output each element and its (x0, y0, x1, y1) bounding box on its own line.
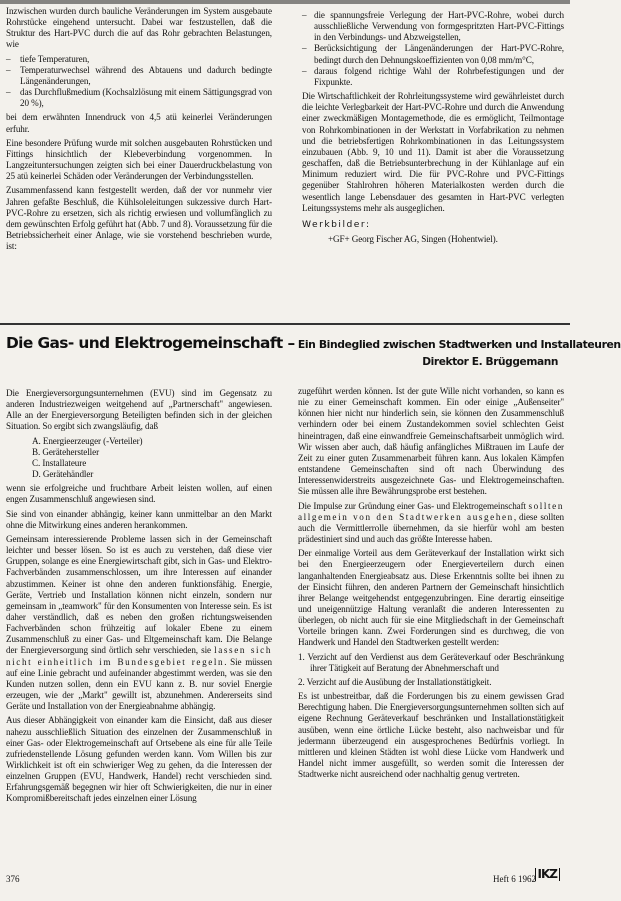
participant-list (6, 436, 272, 481)
previous-article-right-column (302, 10, 564, 245)
article-right-column (298, 386, 564, 783)
list-item: – die spannungsfreie Verlegung der Hart-PVC-Rohre, wobei durch ausschließliche Verwendung von formgespritzten Hart-PVC-Fittings in den Verbindungs- und Abzweigstellen, (302, 10, 564, 43)
paragraph: wenn sie erfolgreiche und fruchtbare Arbeit leisten wollen, auf einen engen Zusammenschluß angewiesen sind. (6, 483, 272, 505)
list-item: – Temperaturwechsel während des Abtauens und dadurch bedingte Längenänderungen, (6, 65, 272, 87)
top-edge-shadow (0, 0, 570, 4)
paragraph: Der einmalige Vorteil aus dem Geräteverkauf der Installation wirkt sich bei den Energieerzeugern oder Energieverteilern durch einen langanhaltenden Energieabsatz aus. Diese Erkenntnis sollte bei ihnen zu der Einsicht führen, den anderen Partnern der Gemeinschaft hinsichtlich ihrer Belange weitgehendst entgegenzubringen. Eine derartig einseitige und uneigennützige Haltung veranlaßt die anderen Interessenten zu überlegen, ob nicht auch für sie eine Mitgliedschaft in der Gemeinschaft Vorteile bringen kann. Zwei Forderungen sind es durchweg, die von Handwerk und Handel den Stadtwerken gestellt werden: (298, 548, 564, 648)
paragraph (6, 534, 272, 713)
text-span: . Sie müssen auf eine Linie gebracht und aufeinander abgestimmt werden, was sie den Kunden nutzen sollen, denn ein EVU kann z. B. nur soviel Energie erzeugen, wie der „Markt" gewillt ist, abzunehmen. Andererseits sind Geräte und Installation von der Energieabnahme abhängig. (6, 656, 272, 712)
article-left-column (6, 388, 272, 808)
article-subtitle: Ein Bindeglied zwischen Stadtwerken und Installateuren (294, 338, 621, 351)
numbered-item: 2. Verzicht auf die Ausübung der Installationstätigkeit. (298, 676, 492, 687)
article-title (6, 334, 621, 352)
paragraph: Sie sind von einander abhängig, keiner kann unmittelbar an den Markt ohne die Mitwirkung eines anderen herankommen. (6, 508, 272, 530)
paragraph: Die Energieversorgungsunternehmen (EVU) sind im Gegensatz zu anderen Industriezweigen weitgehend auf „Partnerschaft" angewiesen. Alle an der Energieversorgung Beteiligten befinden sich in der gleichen Situation. So ergibt sich zwangsläufig, daß (6, 388, 272, 432)
paragraph: zugeführt werden können. Ist der gute Wille nicht vorhanden, so kann es nie zu einer Gemeinschaft kommen. Ein oder einige „Außenseiter" können hier nicht nur hinderlich sein, sie können den Zusammenschluß verhindern oder bei einem Zustandekommen soviel schlechten Geist hineintragen, daß eine einwandfreie Gemeinschaftsarbeit unmöglich wird. Wir wissen aber auch, daß häufig anfängliches Mißtrauen im Laufe der Zeit zu einer guten Zusammenarbeit führen kann. Aus lokalen Kämpfen entstandene Gemeinschaften sind oft nach Überwindung des Interessenwiderstreits ausgezeichnete Gas- und Elektrogemeinschaften. Sie müssen alle ihre Bewährungsprobe erst bestehen. (298, 386, 564, 497)
numbered-item: 1. Verzicht auf den Verdienst aus dem Geräteverkauf oder Beschränkung ihrer Tätigkeit auf Beratung der Abnehmerschaft und (298, 651, 564, 673)
paragraph: Inzwischen wurden durch bauliche Veränderungen im System ausgebaute Rohrstücke eingehend untersucht. Dabei war festzustellen, daß die Struktur des Hart-PVC durch die auf das Rohr gebrachten Belastungen, wie (6, 6, 272, 50)
paragraph: Es ist unbestreitbar, daß die Forderungen bis zu einem gewissen Grad Berechtigung haben. Die Energieversorgungsunternehmen sollten sich auf eigene Rechnung Geräteverkauf beschränken und Installationstätigkeit ausüben, wenn eine örtliche Lücke besteht, also nachweisbar und für jedermann überzeugend ein ausgesprochenes Bedürfnis vorliegt. In mittleren und kleinen Städten ist wohl diese Lücke vom Handwerk und Handel nicht immer ausgefüllt, so werden somit die Interessen der Stadtwerke nicht ausreichend oder nachhaltig genug vertreten. (298, 691, 564, 780)
image-credits-label: Werkbilder: (302, 219, 371, 230)
paragraph: Zusammenfassend kann festgestellt werden, daß der vor nunmehr vier Jahren gefaßte Beschluß, die Kühlsoleleitungen sukzessive durch Hart-PVC-Rohre zu ersetzen, sich als richtig erwiesen und vollumfänglich zu dem gewünschten Erfolg geführt hat (Abb. 7 und 8). Voraussetzung für die Betriebssicherheit einer Anlage, wie sie vorstehend beschrieben wurde, ist: (6, 185, 272, 252)
list-item: D. Gerätehändler (32, 469, 94, 480)
text-span: Gemeinsam interessierende Probleme lassen sich in der Gemeinschaft leichter und besser lösen. So ist es auch zu verstehen, daß diese vier Gruppen, solange es eine Energiewirtschaft gibt, sich in Gas- und Elektro-Fachverbänden zusammenschlossen, um ihre Interessen auf einander abzustimmen. Keiner ist ohne den anderen funktionsfähig. Energie, Geräte, Vertrieb und Installation können nicht einzeln, sondern nur gemeinsam in „teamwork" für den Konsumenten von Interesse sein. Es ist daher verständlich, daß es neben den großen richtungsweisenden Fachverbänden schon frühzeitig auf lokaler Ebene zu einem Zusammenschluß zu einer Gas- und Eltgemeinschaft kam. Die Belange der Energieversorgung sind örtlich sehr verschieden, sie (6, 533, 272, 656)
list-item: – daraus folgend richtige Wahl der Rohrbefestigungen und der Fixpunkte. (302, 66, 564, 88)
list-item: – tiefe Temperaturen, (6, 54, 272, 65)
issue-info: Heft 6 1962 (493, 874, 536, 884)
list-item: – das Durchflußmedium (Kochsalzlösung mit einem Sättigungsgrad von 20 %), (6, 87, 272, 109)
text-span: Die Impulse zur Gründung einer Gas- und Elektrogemeinschaft (298, 500, 529, 511)
emphasized-text: sollten allgemein von den Stadtwerken ausgehen (298, 500, 564, 522)
bullet-list (6, 54, 272, 110)
article-divider (0, 323, 570, 325)
article-title-main: Die Gas- und Elektrogemeinschaft – (6, 334, 295, 352)
list-item: A. Energieerzeuger (-Verteiler) (32, 435, 143, 446)
article-author: Direktor E. Brüggemann (422, 356, 558, 368)
paragraph: Die Wirtschaftlichkeit der Rohrleitungssysteme wird gewährleistet durch die leichte Verlegbarkeit der Hart-PVC-Rohre und durch die Anwendung einer zweckmäßigen Montagemethode, die es ermöglicht, Teilmontage von Rohrkombinationen in der Werkstatt in Vorfabrikation zu nehmen und die betriebsfertigen Rohrkombinationen in das Leitungssystem einzubauen (Abb. 9, 10 und 11). Damit ist aber die Voraussetzung geschaffen, daß die Betriebsunterbrechung in der Kühlanlage auf ein Minimum reduziert wird. Die für PVC-Rohre und PVC-Fittings gegenüber Stahlrohren höheren Materialkosten werden durch die wesentlich lange Lebensdauer des gesamten in Hart-PVC verlegten Leitungssystems mehr als ausgeglichen. (302, 91, 564, 213)
previous-article-left-column (6, 6, 272, 255)
paragraph: bei dem erwähnten Innendruck von 4,5 atü keinerlei Veränderungen erfuhr. (6, 112, 272, 134)
paragraph: Eine besondere Prüfung wurde mit solchen ausgebauten Rohrstücken und Fittings hinsichtlich der Klebeverbindung vorgenommen. In Langzeituntersuchungen zeigten sich bei einer Dauerdruckbelastung von 25 atü keinerlei Schäden oder Veränderungen der Verbindungsstellen. (6, 137, 272, 182)
list-item: – Berücksichtigung der Längenänderungen der Hart-PVC-Rohre, bedingt durch den Dehnungskoeffizienten von 0,08 mm/m°C, (302, 43, 564, 65)
image-credits-value: +GF+ Georg Fischer AG, Singen (Hohentwiel). (328, 233, 498, 244)
list-item: C. Installateure (32, 457, 87, 468)
emphasized-text: lassen sich nicht einheitlich im Bundesgebiet regeln (6, 645, 272, 667)
text-span: , diese sollten auch die Vermittlerrolle übernehmen, da sie hierfür wohl am besten prädestiniert sind und auch das größte Interesse haben. (298, 511, 564, 545)
journal-logo: IKZ (535, 868, 560, 881)
list-item: B. Gerätehersteller (32, 446, 100, 457)
bullet-list (302, 10, 564, 88)
page-number: 376 (6, 874, 20, 884)
paragraph (298, 501, 564, 546)
paragraph: Aus dieser Abhängigkeit von einander kam die Einsicht, daß aus dieser nahezu ausschließlich Situation des einzelnen der Zusammenschluß in einer Gas- oder Elektrogemeinschaft auf Ortsebene als eine für alle Teile zufriedenstellende Lösung gefunden werden kann. Vom Willen bis zur Wirklichkeit ist oft ein schwieriger Weg zu gehen, da die Interessen der einzelnen Gruppen (EVU, Handwerk, Handel) recht verschieden sind. Erfahrungsgemäß begegnen wir hier oft Schwierigkeiten, die nur in einer Kompromißbereitschaft jedes einzelnen einer Lösung (6, 715, 272, 804)
